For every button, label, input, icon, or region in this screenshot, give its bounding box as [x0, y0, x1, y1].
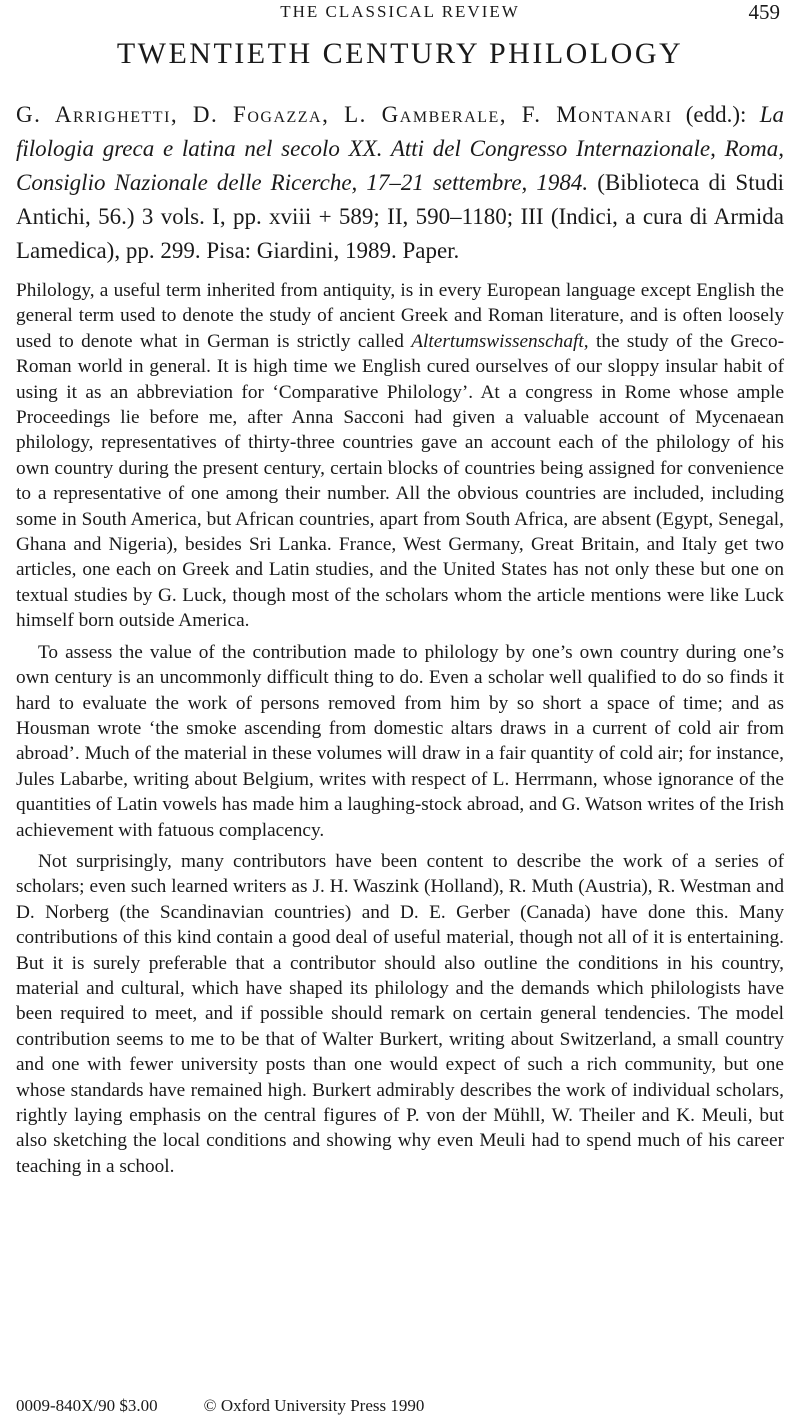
citation-details: (Biblioteca di Studi Antichi, 56.) 3 vols. I, pp. xviii + 589; II, 590–1180; III (Indici, a cura di Armida Lamedica), pp. 299. Pisa: Giardini, 1989. Paper. — [16, 170, 784, 263]
paragraph-1-text-b: , the study of the Greco-Roman world in general. It is high time we English cured ourselves of our sloppy insular habit of using it as an abbreviation for ‘Comparative Philology’. At a congress in Rome whose ample Proceedings lie before me, after Anna Sacconi had given a valuable account of Mycenaean philology, representatives of thirty-three countries gave an account each of the philology of his own country during the present century, certain blocks of countries being assigned for convenience to a representative of one among their number. All the obvious countries are included, including some in South America, but African countries, apart from South Africa, are absent (Egypt, Senegal, Ghana and Nigeria), besides Sri Lanka. France, West Germany, Great Britain, and Italy get two articles, one each on Greek and Latin studies, and the United States has not only these but one on textual studies by G. Luck, though most of the scholars whom the article mentions were like Luck himself born outside America. — [16, 330, 785, 632]
citation-book-title: La filologia greca e latina nel secolo XX. Atti del Congresso Internazionale, Roma, Consiglio Nazionale delle Ricerche, 17–21 settembre, 1984. — [16, 102, 784, 195]
running-head — [16, 0, 784, 34]
citation-editors: G. Arrighetti, D. Fogazza, L. Gamberale, F. Montanari — [16, 102, 673, 127]
citation-edd: (edd.): — [672, 102, 760, 127]
journal-name: THE CLASSICAL REVIEW — [280, 2, 520, 21]
book-citation — [16, 98, 784, 268]
paragraph-1 — [16, 278, 784, 634]
paragraph-3: Not surprisingly, many contributors have been content to describe the work of a series of scholars; even such learned writers as J. H. Waszink (Holland), R. Muth (Austria), R. Westman and D. Norberg (the Scandinavian countries) and D. E. Gerber (Canada) have done this. Many contributions of this kind contain a good deal of useful material, though not all of it is entertaining. But it is surely preferable that a contributor should also outline the conditions in his country, material and cultural, which have shaped its philology and the demands which philologists have been required to meet, and if possible should remark on certain general tendencies. The model contribution seems to me to be that of Walter Burkert, writing about Switzerland, a small country and one with fewer university posts than one would expect of such a rich community, but one whose standards have remained high. Burkert admirably describes the work of individual scholars, rightly laying emphasis on the central figures of P. von der Mühll, W. Theiler and K. Meuli, but also sketching the local conditions and showing why even Meuli had to spend much of his career teaching in a school. — [16, 850, 784, 1177]
footer-copyright: © Oxford University Press 1990 — [203, 1396, 425, 1415]
paragraph-2: To assess the value of the contribution made to philology by one’s own country during one’s own century is an uncommonly difficult thing to do. Even a scholar well qualified to do so finds it hard to evaluate the work of persons removed from him by so short a space of time; and as Housman wrote ‘the smoke ascending from domestic altars draws in a current of cold air from abroad’. Much of the material in these volumes will draw in a fair quantity of cold air; for instance, Jules Labarbe, writing about Belgium, writes with respect of L. Herrmann, whose ignorance of the quantities of Latin vowels has made him a laughing-stock abroad, and G. Watson writes of the Irish achievement with fatuous complacency. — [16, 641, 784, 841]
paragraph-1-text-a: Philology, a useful term inherited from antiquity, is in every European language except English the general term used to denote the study of ancient Greek and Roman literature, and is often loosely used to denote what in German is strictly called — [16, 280, 784, 352]
paragraph-1-emphasis: Altertumswissenschaft — [411, 330, 584, 352]
page-number: 459 — [748, 0, 780, 24]
review-body — [16, 278, 784, 1179]
article-title: TWENTIETH CENTURY PHILOLOGY — [116, 37, 684, 70]
page-footer — [16, 1396, 424, 1416]
footer-code: 0009-840X/90 $3.00 — [16, 1396, 158, 1415]
